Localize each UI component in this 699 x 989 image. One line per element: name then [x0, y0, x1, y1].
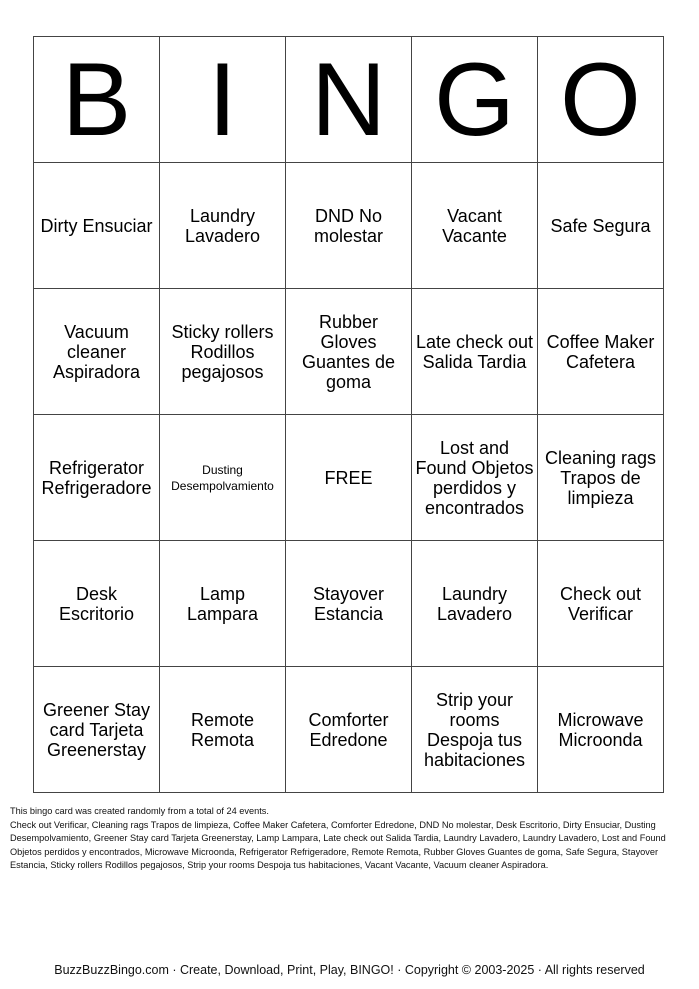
bingo-cell: Desk Escritorio [34, 541, 160, 667]
card-row [34, 667, 664, 793]
event-list: Check out Verificar, Cleaning rags Trapos de limpieza, Coffee Maker Cafetera, Comforter Edredone, DND No molestar, Desk Escritorio, Dirty Ensuciar, Dusting Desempolvamiento, Greener Stay card Tarjeta Greenerstay, Lamp Lampara, Late check out Salida Tardia, Laundry Lavadero, Laundry Lavadero, Lost and Found Objetos perdidos y encontrados, Microwave Microonda, Refrigerator Refrigeradore, Remote Remota, Rubber Gloves Guantes de goma, Safe Segura, Stayover Estancia, Sticky rollers Rodillos pegajosos, Strip your rooms Despoja tus habitaciones, Vacant Vacante, Vacuum cleaner Aspiradora. [10, 819, 666, 870]
bingo-cell: Microwave Microonda [538, 667, 664, 793]
bingo-cell: Vacant Vacante [412, 163, 538, 289]
bingo-cell: Rubber Gloves Guantes de goma [286, 289, 412, 415]
free-space-cell: FREE [286, 415, 412, 541]
bingo-cell: Vacuum cleaner Aspiradora [34, 289, 160, 415]
header-letter-b: B [34, 37, 160, 163]
bingo-cell: Check out Verificar [538, 541, 664, 667]
bingo-cell: Remote Remota [160, 667, 286, 793]
header-letter-o: O [538, 37, 664, 163]
header-letter-g: G [412, 37, 538, 163]
footer-copyright: BuzzBuzzBingo.com · Create, Download, Print, Play, BINGO! · Copyright © 2003-2025 · All rights reserved [54, 963, 645, 977]
bingo-cell: Safe Segura [538, 163, 664, 289]
header-letter-i: I [160, 37, 286, 163]
bingo-cell: Coffee Maker Cafetera [538, 289, 664, 415]
card-summary: This bingo card was created randomly from a total of 24 events. [10, 806, 269, 816]
bingo-card [33, 36, 664, 793]
bingo-cell: Lamp Lampara [160, 541, 286, 667]
bingo-cell: Stayover Estancia [286, 541, 412, 667]
bingo-cell: Lost and Found Objetos perdidos y encontrados [412, 415, 538, 541]
card-row [34, 289, 664, 415]
card-row [34, 541, 664, 667]
bingo-cell: DND No molestar [286, 163, 412, 289]
bingo-cell: Laundry Lavadero [160, 163, 286, 289]
card-row [34, 415, 664, 541]
header-row [34, 37, 664, 163]
card-row [34, 163, 664, 289]
bingo-cell: Dusting Desempolvamiento [160, 415, 286, 541]
card-info [10, 805, 692, 873]
bingo-cell: Strip your rooms Despoja tus habitaciones [412, 667, 538, 793]
bingo-cell: Laundry Lavadero [412, 541, 538, 667]
bingo-cell: Comforter Edredone [286, 667, 412, 793]
bingo-cell: Dirty Ensuciar [34, 163, 160, 289]
bingo-cell: Late check out Salida Tardia [412, 289, 538, 415]
header-letter-n: N [286, 37, 412, 163]
bingo-cell: Greener Stay card Tarjeta Greenerstay [34, 667, 160, 793]
bingo-cell: Cleaning rags Trapos de limpieza [538, 415, 664, 541]
bingo-cell: Refrigerator Refrigeradore [34, 415, 160, 541]
bingo-cell: Sticky rollers Rodillos pegajosos [160, 289, 286, 415]
